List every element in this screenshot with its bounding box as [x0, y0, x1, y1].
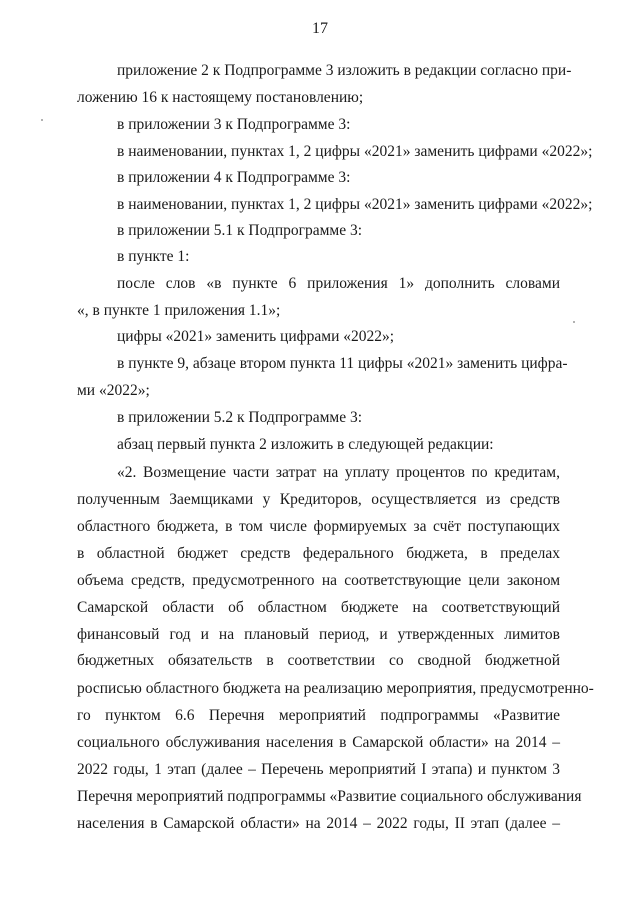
- text-line: ложению 16 к настоящему постановлению;: [77, 89, 364, 106]
- text-line: полученным Заемщиками у Кредиторов, осуществляется из средств: [77, 491, 560, 508]
- text-line: в приложении 3 к Подпрограмме 3:: [117, 116, 351, 133]
- text-line: после слов «в пункте 6 приложения 1» дополнить словами: [117, 275, 560, 292]
- text-line: 2022 годы, 1 этап (далее – Перечень мероприятий I этапа) и пунктом 3: [77, 761, 560, 778]
- text-line: областного бюджета, в том числе формируемых за счёт поступающих: [77, 518, 560, 535]
- text-line: Самарской области об областном бюджете на соответствующий: [77, 599, 560, 616]
- text-line: «2. Возмещение части затрат на уплату процентов по кредитам,: [117, 464, 560, 481]
- text-line: в приложении 4 к Подпрограмме 3:: [117, 169, 351, 186]
- text-line: «, в пункте 1 приложения 1.1»;: [77, 302, 281, 319]
- scan-speck: [573, 321, 575, 323]
- text-line: Перечня мероприятий подпрограммы «Развитие социального обслуживания: [77, 788, 582, 805]
- text-line: населения в Самарской области» на 2014 – 2022 годы, II этап (далее –: [77, 815, 560, 832]
- text-line: бюджетных обязательств в соответствии со сводной бюджетной: [77, 652, 560, 669]
- text-line: в пункте 9, абзаце втором пункта 11 цифры «2021» заменить цифра-: [117, 355, 568, 372]
- text-line: в пункте 1:: [117, 248, 190, 265]
- text-line: социального обслуживания населения в Самарской области» на 2014 –: [77, 734, 560, 751]
- text-line: в наименовании, пунктах 1, 2 цифры «2021» заменить цифрами «2022»;: [117, 196, 593, 213]
- page-number: 17: [312, 20, 328, 37]
- text-line: цифры «2021» заменить цифрами «2022»;: [117, 328, 395, 345]
- text-line: объема средств, предусмотренного на соответствующие цели законом: [77, 572, 560, 589]
- text-line: в наименовании, пунктах 1, 2 цифры «2021» заменить цифрами «2022»;: [117, 143, 593, 160]
- text-line: в приложении 5.2 к Подпрограмме 3:: [117, 409, 363, 426]
- text-line: го пунктом 6.6 Перечня мероприятий подпрограммы «Развитие: [77, 707, 560, 724]
- text-line: приложение 2 к Подпрограмме 3 изложить в редакции согласно при-: [117, 62, 572, 79]
- text-line: финансовый год и на плановый период, и утвержденных лимитов: [77, 626, 560, 643]
- text-line: в приложении 5.1 к Подпрограмме 3:: [117, 222, 363, 239]
- scan-speck: [41, 119, 43, 121]
- text-line: ми «2022»;: [77, 382, 150, 399]
- text-line: в областной бюджет средств федерального бюджета, в пределах: [77, 545, 560, 562]
- text-line: абзац первый пункта 2 изложить в следующей редакции:: [117, 436, 494, 453]
- text-line: росписью областного бюджета на реализацию мероприятия, предусмотренно-: [77, 680, 594, 697]
